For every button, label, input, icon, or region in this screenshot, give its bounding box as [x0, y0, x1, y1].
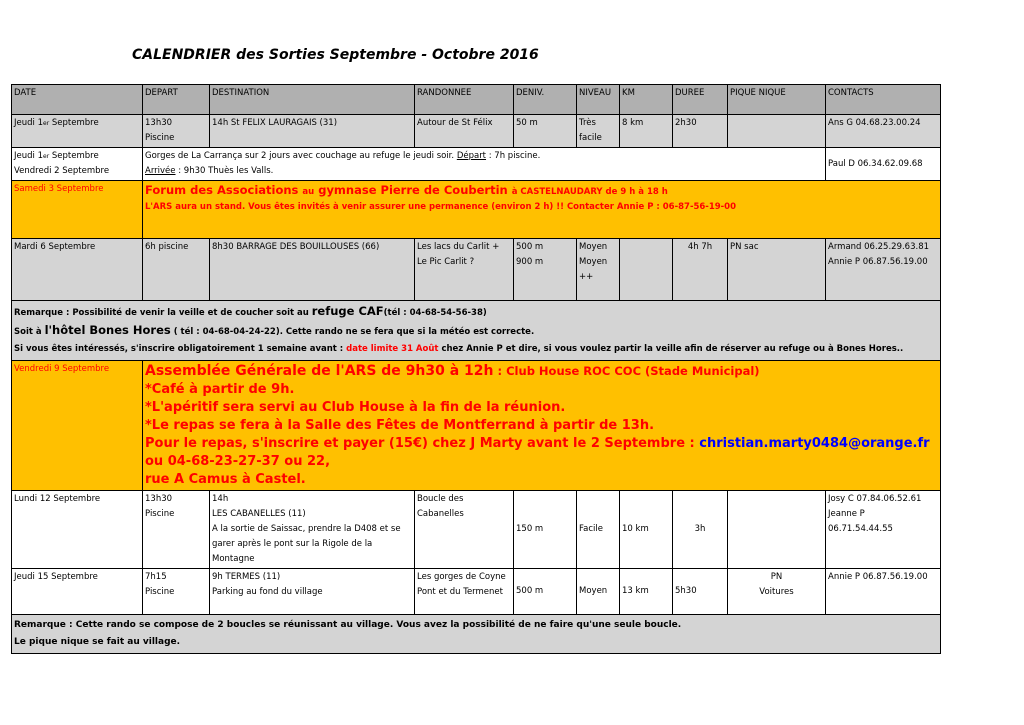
contact-line3: 06.71.54.44.55 [828, 524, 893, 534]
row-contact: Annie P 06.87.56.19.00 [826, 569, 941, 615]
table-row [12, 615, 941, 654]
pique-line2: Voitures [759, 587, 794, 597]
ag-line3: *L'apéritif sera servi au Club House à la fin de la réunion. [145, 400, 566, 415]
niveau-line2: facile [579, 133, 602, 143]
row-depart [143, 569, 210, 615]
row-duree: 4h 7h [673, 239, 728, 301]
depart-value: : 7h piscine. [486, 151, 541, 161]
row-km: 8 km [620, 115, 673, 148]
row-niveau [577, 239, 620, 301]
row-deniv: 50 m [514, 115, 577, 148]
depart-time: 13h30 [145, 118, 173, 128]
date-line2: Vendredi 2 Septembre [14, 166, 110, 176]
deadline: date limite 31 Août [346, 344, 439, 354]
arrivee-label: Arrivée [145, 166, 176, 176]
ag-place: : Club House ROC COC (Stade Municipal) [493, 364, 760, 378]
table-row [12, 239, 941, 301]
header-pique-nique: PIQUE NIQUE [728, 85, 826, 115]
table-row [12, 181, 941, 239]
header-destination: DESTINATION [210, 85, 415, 115]
ag-line5 [145, 435, 938, 471]
forum-au: au [302, 187, 315, 197]
table-row [12, 569, 941, 615]
remark-text: Remarque : Possibilité de venir la veille et de coucher soit au [14, 308, 312, 318]
description-text: Gorges de La Carrança sur 2 jours avec couchage au refuge le jeudi soir. [145, 151, 457, 161]
row-duree: 3h [673, 491, 728, 569]
announcement-line2: L'ARS aura un stand. Vous êtes invités à venir assurer une permanence (environ 2 h) !! Contacter Annie P : 06-87-56-19-00 [145, 202, 737, 212]
row-destination: 14h St FELIX LAURAGAIS (31) [210, 115, 415, 148]
rando-line2: Le Pic Carlit ? [417, 257, 475, 267]
table-row [12, 148, 941, 181]
header-niveau: NIVEAU [577, 85, 620, 115]
dest-line3: A la sortie de Saissac, prendre la D408 et se garer après le pont sur la Rigole de la Montagne [212, 524, 401, 564]
table-header-row [12, 85, 941, 115]
remark2-line1: Remarque : Cette rando se compose de 2 boucles se réunissant au village. Vous avez la possibilité de ne faire qu'une seule boucle. [14, 620, 682, 630]
forum-city: à CASTELNAUDARY de 9 h à 18 h [511, 187, 668, 197]
row-pique-nique [728, 115, 826, 148]
row-description [143, 148, 826, 181]
table-row [12, 361, 941, 491]
remark-cell [12, 615, 941, 654]
row-destination [210, 569, 415, 615]
ag-line1 [145, 362, 938, 381]
remark-line3 [14, 341, 938, 358]
page-title: CALENDRIER des Sorties Septembre - Octobre 2016 [132, 47, 539, 63]
arrivee-value: : 9h30 Thuès les Valls. [175, 166, 274, 176]
niveau-line1: Très [579, 118, 596, 128]
row-niveau: Moyen [577, 569, 620, 615]
contact-line1: Josy C 07.84.06.52.61 [828, 494, 922, 504]
forum-title: Forum des Associations [145, 183, 303, 197]
remark-text: Si vous êtes intéressés, s'inscrire obligatoirement 1 semaine avant : [14, 344, 347, 354]
dest-line1: 9h TERMES (11) [212, 572, 281, 582]
announcement-line1 [145, 182, 938, 200]
header-km: KM [620, 85, 673, 115]
row-km [620, 239, 673, 301]
description-line1 [145, 149, 823, 164]
header-date: DATE [12, 85, 143, 115]
ag-repas: Pour le repas, s'inscrire et payer (15€) chez J Marty avant le 2 Septembre : [145, 436, 700, 451]
contact-line2: Annie P 06.87.56.19.00 [828, 257, 928, 267]
contact-line1: Armand 06.25.29.63.81 [828, 242, 930, 252]
ag-phone: ou 04-68-23-27-37 ou 22, [145, 454, 331, 469]
row-date: Jeudi 15 Septembre [12, 569, 143, 615]
row-pique-nique [728, 491, 826, 569]
header-contacts: CONTACTS [826, 85, 941, 115]
date-text: Jeudi 1 [14, 151, 43, 161]
pique-line1: PN [770, 572, 783, 582]
row-depart: 6h piscine [143, 239, 210, 301]
row-destination: 8h30 BARRAGE DES BOUILLOUSES (66) [210, 239, 415, 301]
dest-line2: LES CABANELLES (11) [212, 509, 306, 519]
ag-email[interactable]: christian.marty0484@orange.fr [699, 436, 930, 451]
refuge-phone: (tél : 04-68-54-56-38) [383, 308, 487, 318]
row-date: Vendredi 9 Septembre [12, 361, 143, 491]
header-randonnee: RANDONNEE [415, 85, 514, 115]
depart-place: Piscine [145, 587, 175, 597]
remark-text: Soit à [14, 327, 45, 337]
row-randonnee [415, 569, 514, 615]
row-km: 13 km [620, 569, 673, 615]
depart-label: Départ [456, 151, 487, 161]
row-contact: Paul D 06.34.62.09.68 [826, 148, 941, 181]
table-row [12, 301, 941, 361]
date-suffix: Septembre [49, 151, 99, 161]
row-duree: 5h30 [673, 569, 728, 615]
date-suffix: Septembre [49, 118, 99, 128]
header-duree: DUREE [673, 85, 728, 115]
date-line1 [14, 149, 140, 164]
row-km: 10 km [620, 491, 673, 569]
row-date: Mardi 6 Septembre [12, 239, 143, 301]
hotel-name: l'hôtel Bones Hores [44, 323, 171, 337]
row-pique-nique: PN sac [728, 239, 826, 301]
row-randonnee [415, 239, 514, 301]
refuge-caf: refuge CAF [311, 304, 384, 318]
row-niveau: Facile [577, 491, 620, 569]
ag-line4: *Le repas se fera à la Salle des Fêtes de Montferrand à partir de 13h. [145, 418, 655, 433]
row-date [12, 115, 143, 148]
row-pique-nique [728, 569, 826, 615]
depart-time: 13h30 [145, 494, 173, 504]
row-deniv: 500 m [514, 569, 577, 615]
depart-time: 7h15 [145, 572, 167, 582]
row-contact [826, 491, 941, 569]
row-contact [826, 239, 941, 301]
row-date: Lundi 12 Septembre [12, 491, 143, 569]
row-duree: 2h30 [673, 115, 728, 148]
row-randonnee: Autour de St Félix [415, 115, 514, 148]
rando-line2: Pont et du Termenet [417, 587, 503, 597]
header-deniv: DENIV. [514, 85, 577, 115]
row-niveau [577, 115, 620, 148]
hotel-phone: ( tél : 04-68-04-24-22). Cette rando ne se fera que si la météo est correcte. [170, 327, 535, 337]
row-randonnee: Boucle des Cabanelles [415, 491, 514, 569]
row-depart [143, 491, 210, 569]
depart-place: Piscine [145, 509, 175, 519]
row-destination [210, 491, 415, 569]
remark-line2 [14, 322, 938, 341]
depart-place: Piscine [145, 133, 175, 143]
header-depart: DEPART [143, 85, 210, 115]
row-deniv: 150 m [514, 491, 577, 569]
remark-line1 [14, 303, 938, 322]
dest-line1: 14h [212, 494, 229, 504]
date-sup: er [43, 120, 50, 127]
row-deniv [514, 239, 577, 301]
row-depart [143, 115, 210, 148]
calendar-table [11, 84, 941, 654]
ag-line6: rue A Camus à Castel. [145, 472, 306, 487]
date-sup: er [43, 153, 50, 160]
row-date: Samedi 3 Septembre [12, 181, 143, 239]
row-contact: Ans G 04.68.23.00.24 [826, 115, 941, 148]
remark-text: chez Annie P et dire, si vous voulez partir la veille afin de réserver au refuge ou à Bones Hores.. [438, 344, 904, 354]
niveau-line2: Moyen ++ [579, 257, 608, 282]
row-announcement [143, 361, 941, 491]
row-date [12, 148, 143, 181]
deniv-line1: 500 m [516, 242, 544, 252]
description-line2 [145, 164, 823, 179]
date-text: Jeudi 1 [14, 118, 43, 128]
table-row [12, 491, 941, 569]
niveau-line1: Moyen [579, 242, 608, 252]
remark-cell [12, 301, 941, 361]
rando-line1: Les lacs du Carlit + [417, 242, 500, 252]
ag-title: Assemblée Générale de l'ARS de 9h30 à 12h [145, 363, 494, 379]
dest-line2: Parking au fond du village [212, 587, 323, 597]
table-row [12, 115, 941, 148]
rando-line1: Les gorges de Coyne [417, 572, 506, 582]
deniv-line2: 900 m [516, 257, 544, 267]
ag-line2: *Café à partir de 9h. [145, 382, 295, 397]
remark2-line2: Le pique nique se fait au village. [14, 637, 181, 647]
forum-place: gymnase Pierre de Coubertin [314, 183, 512, 197]
row-announcement [143, 181, 941, 239]
contact-line2: Jeanne P [828, 509, 865, 519]
